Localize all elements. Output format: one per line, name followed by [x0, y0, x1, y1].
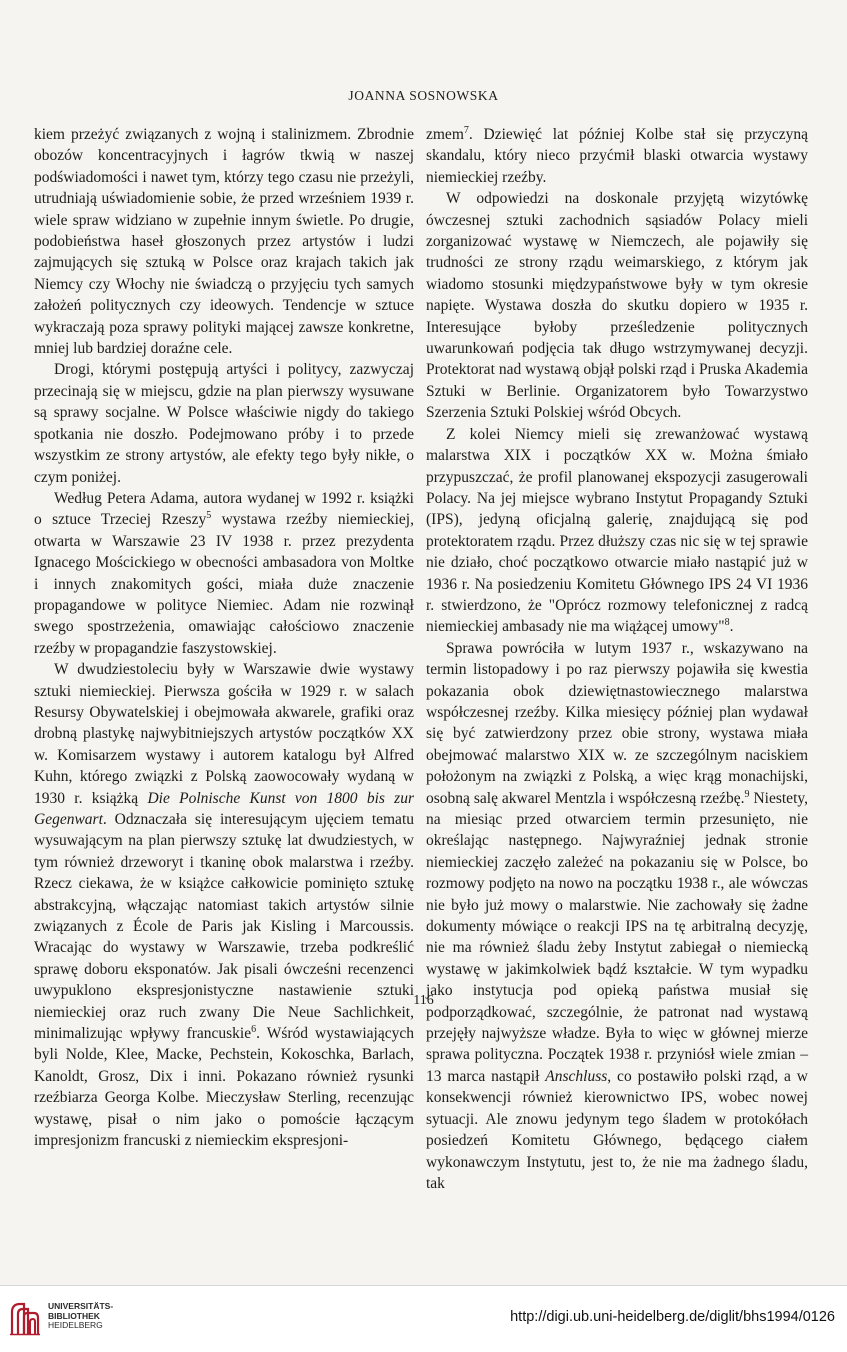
paragraph — [426, 638, 808, 1195]
paragraph — [34, 488, 414, 659]
library-name-line: UNIVERSITÄTS- — [48, 1301, 114, 1311]
page-number: 116 — [413, 993, 434, 1008]
paragraph: W odpowiedzi na doskonale przyjętą wizytówkę ówczesnej sztuki zachodnich sąsiadów Polacy mieli zorganizować wystawę w Niemczech, ale pojawiły się trudności ze strony rządu weimarskiego, z którym jak wiadomo stosunki międzypaństwowe były w tym okresie napięte. Wystawa doszła do skutku dopiero w 1935 r. Interesujące byłoby prześledzenie politycznych uwarunkowań podjęcia tak długo wstrzymywanej decyzji. Protektorat nad wystawą objął polski rząd i Pruska Akademia Sztuki w Berlinie. Organizatorem było Towarzystwo Szerzenia Sztuki Polskiej wśród Obcych. — [426, 190, 808, 422]
paragraph — [426, 424, 808, 638]
paragraph: kiem przeżyć związanych z wojną i stalinizmem. Zbrodnie obozów koncentracyjnych i łagrów tkwią w naszej podświadomości i nawet tym, którzy tego czasu nie przeżyli, utrudniają uświadomienie sobie, że przed wrześniem 1939 r. wiele spraw widziano w zupełnie innym świetle. Po drugie, podobieństwa haseł głoszonych przez artystów i ludzi zajmujących się sztuką w Polsce oraz krajach takich jak Niemcy czy Włochy nie świadczą o przyjęciu tych samych założeń politycznych czy ideowych. Tendencje w sztuce wykraczają poza sprawy polityki mającej zawsze konkretne, mniej lub bardziej doraźne cele. — [34, 126, 414, 358]
event-title: Anschluss — [545, 1067, 608, 1085]
right-column — [426, 124, 808, 1194]
paragraph-text: . — [729, 618, 734, 636]
footnote-marker: 7 — [463, 124, 469, 136]
library-name-line: HEIDELBERG — [48, 1320, 103, 1330]
paragraph — [34, 659, 414, 1151]
library-name-line: BIBLIOTHEK — [48, 1310, 100, 1321]
paragraph-text: Z kolei Niemcy mieli się zrewanżować wystawą malarstwa XIX i początków XX w. Można śmiało przypuszczać, że profil planowanej ekspozycji zasugerowali Polacy. Na jej miejsce wybrano Instytut Propagandy Sztuki (IPS), jedyną oficjalną galerię, znajdującą się pod protektoratem rządu. Przez dłuższy czas nic się w tej sprawie nie działo, choć początkowo otwarcie miało nastąpić już w 1936 r. Na posiedzeniu Komitetu Głównego IPS 24 VI 1936 r. stwierdzono, że "Oprócz rozmowy telefonicznej z radcą niemieckiej ambasady nie ma wiążącej umowy" — [426, 425, 808, 636]
paragraph-text: Sprawa powróciła w lutym 1937 r., wskazywano na termin listopadowy i po raz pierwszy pojawiła się kwestia pokazania obok dziewiętnastowiecznego malarstwa współczesnej rzeźby. Kilka miesięcy później plan wydawał się być zatwierdzony przez obie strony, wystawa miała obejmować malarstwo XIX w. ze szczególnym naciskiem położonym na związki z Polską, a więc krąg monachijski, osobną salę akwarel Mentzla i współczesną rzeźbę. — [426, 639, 808, 807]
book-title: Die Polnische Kunst von 1800 bis zur Gegenwart — [34, 789, 414, 828]
running-head: JOANNA SOSNOWSKA — [348, 88, 499, 103]
footnote-marker: 9 — [744, 788, 750, 800]
paragraph-text: . Odznaczała się interesującym ujęciem tematu wysuwającym na plan pierwszy sztukę lat dwudziestych, w tym również drzeworyt i tkaninę obok malarstwa i rzeźby. Rzecz ciekawa, że w książce całkowicie pominięto sztukę abstrakcyjną, włączając natomiast takich artystów silnie związanych z École de Paris jak Kisling i Marcoussis. Wracając do wystawy w Warszawie, trzeba podkreślić sprawę doboru eksponatów. Jak pisali ówcześni recenzenci uwypuklono ekspresjonistyczne nastawienie sztuki niemieckiej oraz ruch zwany Die Neue Sachlichkeit, minimalizując wpływy francuskie — [34, 811, 414, 1043]
footnote-marker: 6 — [251, 1023, 257, 1035]
footnote-marker: 8 — [724, 617, 730, 629]
paragraph-text: Według Petera Adama, autora wydanej w 1992 r. książki o sztuce Trzeciej Rzeszy — [34, 489, 414, 529]
footnote-marker: 5 — [206, 510, 212, 522]
paragraph: Drogi, którymi postępują artyści i politycy, zazwyczaj przecinają się w miejscu, gdzie na plan pierwszy wysuwane są sprawy socjalne. W Polsce właściwie nigdy do takiego spotkania nie doszło. Podejmowano próby i to przede wszystkim ze strony artystów, ale efekty tego były nikłe, o czym poniżej. — [34, 361, 414, 486]
paragraph-text: W dwudziestoleciu były w Warszawie dwie wystawy sztuki niemieckiej. Pierwsza gościła w 1929 r. w salach Resursy Obywatelskiej i obejmowała akwarele, grafiki oraz drobną plastykę najwybitniejszych artystów początków XX w. Komisarzem wystawy i autorem katalogu był Alfred Kuhn, którego związki z Polską zaowocowały wydaną w 1930 r. książką — [34, 661, 414, 807]
paragraph — [426, 124, 808, 188]
library-name[interactable] — [48, 1302, 113, 1331]
permalink-url[interactable]: http://digi.ub.uni-heidelberg.de/diglit/bhs1994/0126 — [510, 1309, 835, 1325]
paragraph-text: . Dziewięć lat później Kolbe stał się przyczyną skandalu, który nieco przyćmił blaski otwarcia wystawy niemieckiej rzeźby. — [426, 126, 808, 186]
paragraph-text: . Wśród wystawiających byli Nolde, Klee, Macke, Pechstein, Kokoschka, Barlach, Kanoldt, Grosz, Dix i inni. Pokazano również rysunki rzeźbiarza Georga Kolbe. Mieczysław Sterling, recenzując wystawę, pisał o nim jako o pomoście łączącym impresjonizm francuski z niemieckim ekspresjoni- — [34, 1025, 414, 1150]
paragraph-text: zmem — [426, 126, 464, 143]
paragraph-text: wystawa rzeźby niemieckiej, otwarta w Warszawie 23 IV 1938 r. przez prezydenta Ignacego Mościckiego w obecności ambasadora von Moltke i innych znakomitych gości, miała duże znaczenie propagandowe w polityce Niemiec. Adam nie rozwinął swego spostrzeżenia, omawiając całościowo znaczenie rzeźby w propagandzie faszystowskiej. — [34, 511, 414, 657]
paragraph-text: Niestety, na miesiąc przed otwarciem termin przesunięto, nie określając następnego. Najwyraźniej jednak stronie niemieckiej zaczęło zależeć na pokazaniu się w Polsce, bo rozmowy podjęto na nowo na początku 1938 r., ale wówczas nie było już mowy o malarstwie. Nie zachowały się żadne dokumenty mówiące o reakcji IPS na tę arbitralną decyzję, nie ma również śladu żeby Instytut zabiegał o niemiecką wystawę w jakimkolwiek bądź kształcie. W tym wypadku jako instytucja pod opieką państwa musiał się podporządkować, szczególnie, że patronat nad wystawą przejęły najwyższe władze. Była to więc w głównej mierze sprawa polityczna. Początek 1938 r. przyniósł wiele zmian – 13 marca nastąpił — [426, 789, 808, 1085]
digitization-footer — [0, 1285, 847, 1352]
paragraph-text: , co postawiło polski rząd, a w konsekwencji również kierownictwo IPS, wobec nowej sytuacji. Ale znowu jedynym tego śladem w protokółach posiedzeń Komitetu Głównego, będącego ciałem wykonawczym Instytutu, jest to, że nie ma żadnego śladu, tak — [426, 1067, 808, 1192]
ub-heidelberg-logo-icon[interactable] — [8, 1298, 42, 1336]
